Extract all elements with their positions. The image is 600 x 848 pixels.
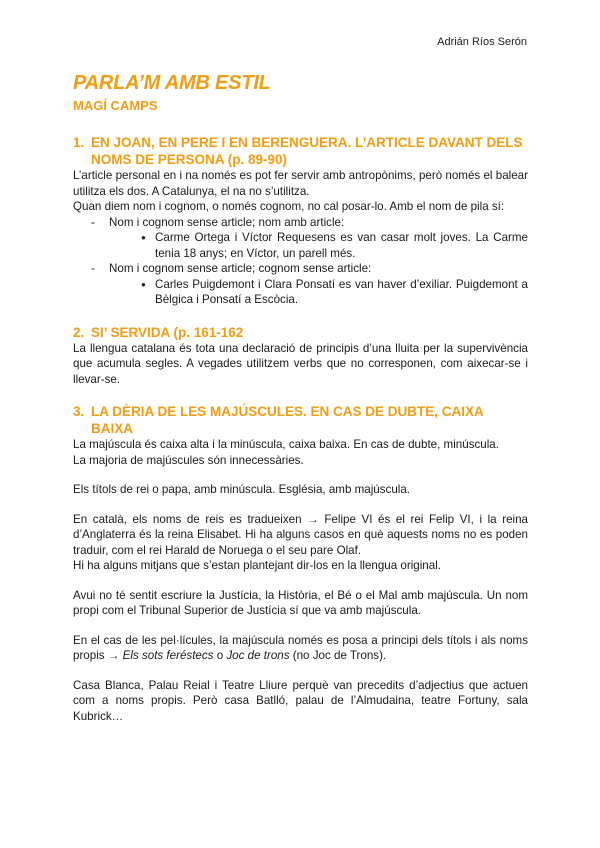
section-heading-1 — [73, 134, 528, 168]
text-run: (no Joc de Trons). — [289, 649, 387, 662]
paragraph: La majoria de majúscules són innecessàries. — [73, 453, 304, 467]
paragraph: Els títols de rei o papa, amb minúscula. Església, amb majúscula. — [73, 483, 411, 496]
document-body — [73, 134, 528, 724]
section-number: 3. — [73, 404, 85, 419]
list-item-label: Nom i cognom sense article; nom amb article: — [109, 215, 345, 229]
example-list — [109, 230, 528, 261]
paragraph: En català, els noms de reis es tradueixen → Felipe VI és el rei Felip VI, i la reina d’Anglaterra és la reina Elisabet. Hi ha alguns casos en què aquests noms no es poden traduir, com el rei Harald de Noruega o el seu pare Olaf. — [73, 512, 528, 557]
paragraph: La majúscula és caixa alta i la minúscula, caixa baixa. En cas de dubte, minúscula. — [73, 438, 499, 451]
list-item — [91, 261, 528, 308]
film-title: Els sots feréstecs — [122, 649, 214, 662]
example-item: ● Carles Puigdemont i Clara Ponsatí es van haver d’exiliar. Puigdemont a Bèlgica i Ponsatí a Escòcia. — [141, 277, 528, 308]
paragraph: L’article personal en i na només es pot fer servir amb antropònims, però només el balear utilitza els dos. A Catalunya, el na no s’utilitza. — [73, 169, 528, 198]
list-item-label: Nom i cognom sense article; cognom sense article: — [109, 262, 372, 275]
paragraph: Avui no té sentit escriure la Justícia, la Història, el Bé o el Mal amb majúscula. Un nom propi com el Tribunal Superior de Justícia sí que va amb majúscula. — [73, 588, 528, 617]
section-number: 1. — [73, 135, 85, 150]
section-heading-3 — [73, 403, 528, 437]
paragraph: La llengua catalana és tota una declaració de principis d’una lluita per la supervivència que acumula segles. A vegades utilitzem verbs que no corresponen, com aixecar-se i llevar-se. — [73, 341, 528, 386]
document-subtitle: MAGÍ CAMPS — [73, 98, 158, 113]
document-title: PARLA’M AMB ESTIL — [73, 72, 271, 94]
section-heading-text: SI’ SERVIDA (p. 161-162 — [91, 324, 244, 340]
list-item — [91, 215, 528, 262]
section-number: 2. — [73, 324, 85, 340]
author-name: Adrián Ríos Serón — [437, 36, 527, 48]
film-title: Joc de trons — [226, 649, 290, 662]
section-heading-text: EN JOAN, EN PERE I EN BERENGUERA. L’ARTICLE DAVANT DELS NOMS DE PERSONA (p. 89-90) — [91, 135, 523, 167]
paragraph — [73, 633, 528, 664]
paragraph: Quan diem nom i cognom, o només cognom, no cal posar-lo. Amb el nom de pila sí: — [73, 200, 505, 213]
text-run: o — [213, 649, 227, 662]
paragraph: Hi ha alguns mitjans que s’estan plantejant dir-los en la llengua original. — [73, 559, 441, 572]
section-heading-text: LA DÈRIA DE LES MAJÚSCULES. EN CAS DE DUBTE, CAIXA BAIXA — [91, 404, 484, 436]
paragraph: Casa Blanca, Palau Reial i Teatre Lliure perquè van precedits d’adjectius que actuen com a noms propis. Però casa Batlló, palau de l’Almudaina, teatre Fortuny, sala Kubrick… — [73, 678, 528, 723]
section-heading-2 — [73, 324, 528, 341]
text-run: En el cas de les pel·lícules, la majúscula només es posa a principi dels títols i als noms propis → — [73, 633, 528, 662]
example-item: ● Carme Ortega i Víctor Requesens es van casar molt joves. La Carme tenia 18 anys; en Víctor, un parell més. — [141, 230, 528, 261]
rule-list — [73, 215, 528, 308]
example-list — [109, 277, 528, 308]
